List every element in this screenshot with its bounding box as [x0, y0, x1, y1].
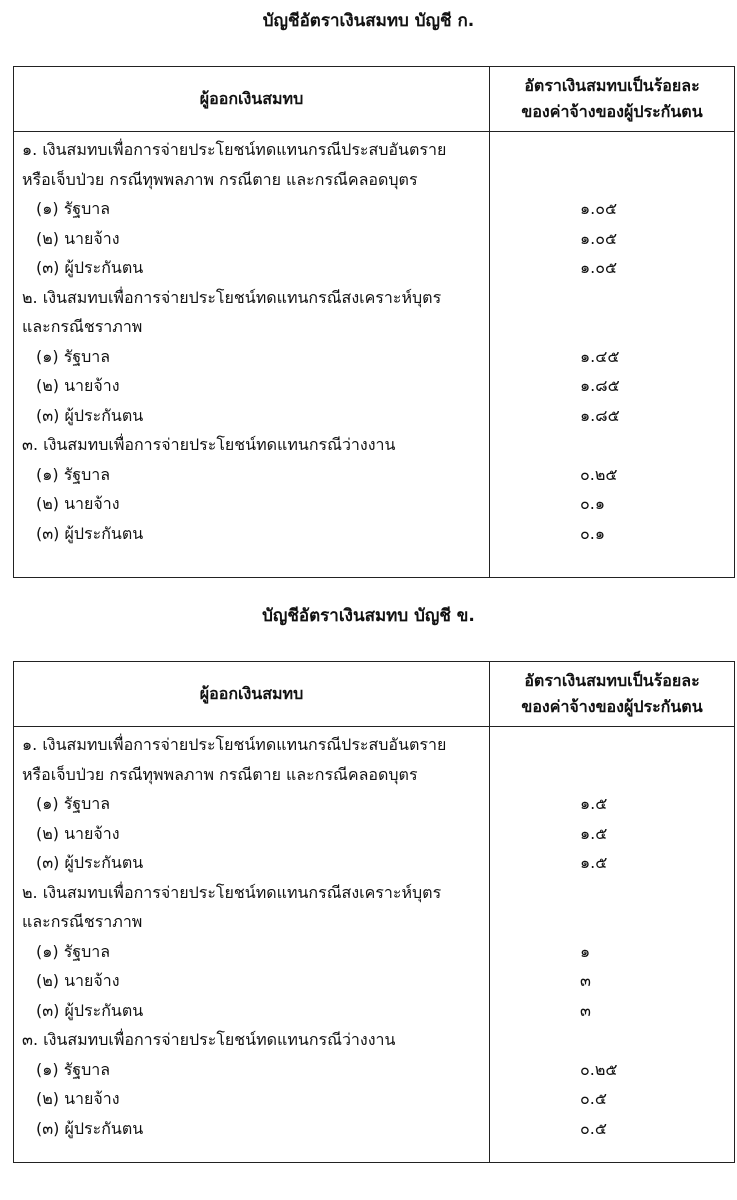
header-rate-line1: อัตราเงินสมทบเป็นร้อยละ: [524, 671, 700, 690]
contribution-table: [13, 66, 735, 578]
row-label: และกรณีชราภาพ: [22, 317, 143, 336]
row-rate-value: ๑: [580, 941, 591, 961]
row-label: หรือเจ็บป่วย กรณีทุพพลภาพ กรณีตาย และกรณีคลอดบุตร: [22, 764, 418, 784]
row-rate-value: ๑.๐๕: [580, 228, 618, 248]
header-rate-line1: อัตราเงินสมทบเป็นร้อยละ: [524, 76, 700, 95]
table-row: [14, 342, 734, 372]
table-row: [14, 194, 734, 224]
table-row: [14, 460, 734, 490]
table-row: [14, 253, 734, 283]
table-row: [14, 224, 734, 254]
row-label: (๑) รัฐบาล: [36, 1059, 111, 1079]
row-rate-value: ๐.๑: [580, 494, 606, 513]
header-rate-line2: ของค่าจ้างของผู้ประกันตน: [521, 102, 703, 121]
table-row: [14, 1114, 734, 1144]
row-label: (๓) ผู้ประกันตน: [36, 1118, 144, 1138]
row-rate-value: ๑.๘๕: [580, 376, 620, 395]
table-row: [14, 789, 734, 819]
row-label: (๓) ผู้ประกันตน: [36, 523, 144, 543]
table-row: [14, 371, 734, 401]
schedule-title: บัญชีอัตราเงินสมทบ บัญชี ก.: [262, 11, 475, 31]
table-header: [14, 67, 734, 132]
table-row: [14, 1055, 734, 1085]
row-rate-value: ๐.๕: [580, 1118, 607, 1138]
table-body: [14, 730, 734, 1143]
table-row: [14, 283, 734, 313]
row-label: (๒) นายจ้าง: [36, 228, 120, 248]
row-label: (๒) นายจ้าง: [36, 1089, 120, 1108]
row-label: (๓) ผู้ประกันตน: [36, 1000, 144, 1020]
table-row: [14, 937, 734, 967]
table-row: [14, 760, 734, 790]
table-row: [14, 312, 734, 342]
header-rate-line2: ของค่าจ้างของผู้ประกันตน: [521, 697, 703, 716]
row-rate-value: ๑.๕: [580, 823, 608, 843]
row-label: (๒) นายจ้าง: [36, 823, 120, 843]
table-row: [14, 907, 734, 937]
table-row: [14, 966, 734, 996]
row-label: (๑) รัฐบาล: [36, 346, 111, 366]
row-rate-value: ๑.๕: [580, 853, 608, 872]
row-rate-value: ๑.๐๕: [580, 258, 618, 277]
table-row: [14, 489, 734, 519]
header-rate: [490, 73, 734, 125]
header-contributor: ผู้ออกเงินสมทบ: [199, 89, 304, 108]
row-rate-value: ๐.๒๕: [580, 464, 618, 484]
row-label: (๑) รัฐบาล: [36, 941, 111, 961]
row-rate-value: ๐.๑: [580, 523, 606, 543]
row-rate-value: ๐.๒๕: [580, 1059, 618, 1079]
row-label: หรือเจ็บป่วย กรณีทุพพลภาพ กรณีตาย และกรณีคลอดบุตร: [22, 169, 418, 189]
row-rate-value: ๑.๘๕: [580, 405, 620, 425]
row-label: ๓. เงินสมทบเพื่อการจ่ายประโยชน์ทดแทนกรณีว่างงาน: [22, 435, 396, 454]
row-rate-value: ๓: [580, 1000, 591, 1020]
row-label: (๒) นายจ้าง: [36, 971, 120, 990]
row-label: (๑) รัฐบาล: [36, 794, 111, 813]
row-label: (๓) ผู้ประกันตน: [36, 405, 144, 425]
table-row: [14, 878, 734, 908]
table-body: [14, 135, 734, 548]
table-row: [14, 135, 734, 165]
table-row: [14, 1025, 734, 1055]
row-rate-value: ๐.๕: [580, 1089, 607, 1108]
row-label: ๒. เงินสมทบเพื่อการจ่ายประโยชน์ทดแทนกรณีสงเคราะห์บุตร: [22, 287, 442, 307]
row-label: ๑. เงินสมทบเพื่อการจ่ายประโยชน์ทดแทนกรณีประสบอันตราย: [22, 140, 447, 159]
row-label: (๑) รัฐบาล: [36, 464, 111, 484]
contribution-table: [13, 661, 735, 1163]
header-rate: [490, 668, 734, 720]
row-label: ๑. เงินสมทบเพื่อการจ่ายประโยชน์ทดแทนกรณีประสบอันตราย: [22, 735, 447, 754]
row-label: (๑) รัฐบาล: [36, 199, 111, 218]
table-row: [14, 401, 734, 431]
row-label: (๓) ผู้ประกันตน: [36, 853, 144, 872]
row-label: (๒) นายจ้าง: [36, 494, 120, 513]
table-row: [14, 848, 734, 878]
table-row: [14, 996, 734, 1026]
schedule-title: บัญชีอัตราเงินสมทบ บัญชี ข.: [262, 606, 475, 626]
row-label: และกรณีชราภาพ: [22, 912, 143, 931]
row-label: ๒. เงินสมทบเพื่อการจ่ายประโยชน์ทดแทนกรณีสงเคราะห์บุตร: [22, 882, 442, 902]
row-rate-value: ๑.๕: [580, 794, 608, 813]
row-rate-value: ๓: [580, 971, 591, 990]
table-row: [14, 430, 734, 460]
table-header: [14, 662, 734, 727]
row-label: (๒) นายจ้าง: [36, 376, 120, 395]
table-row: [14, 730, 734, 760]
row-label: ๓. เงินสมทบเพื่อการจ่ายประโยชน์ทดแทนกรณีว่างงาน: [22, 1030, 396, 1049]
table-row: [14, 519, 734, 549]
row-rate-value: ๑.๐๕: [580, 199, 618, 218]
row-rate-value: ๑.๔๕: [580, 346, 620, 366]
table-row: [14, 1084, 734, 1114]
header-contributor: ผู้ออกเงินสมทบ: [199, 684, 304, 703]
table-row: [14, 819, 734, 849]
row-label: (๓) ผู้ประกันตน: [36, 258, 144, 277]
table-row: [14, 165, 734, 195]
